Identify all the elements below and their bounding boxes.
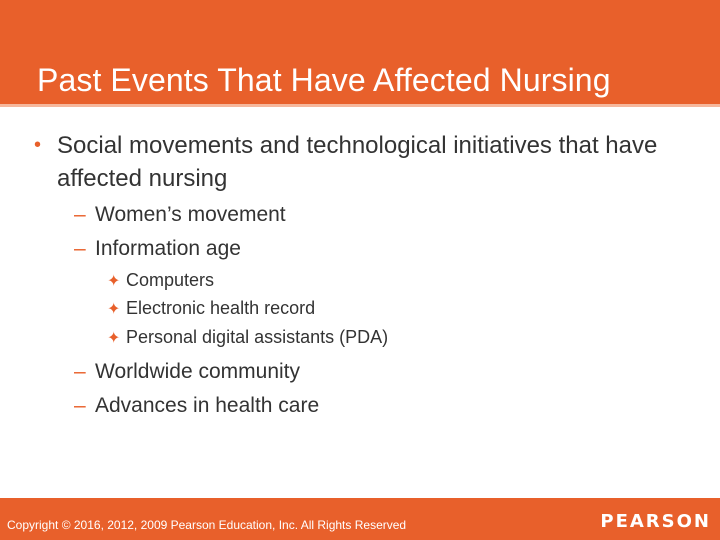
subitem-computers	[107, 269, 214, 293]
list-item-advances-health-care	[74, 393, 319, 419]
list-item-text: Information age	[95, 237, 241, 260]
dash-icon: –	[74, 394, 86, 417]
main-bullet	[34, 129, 674, 195]
bullet-icon: •	[34, 134, 42, 156]
copyright-text: Copyright © 2016, 2012, 2009 Pearson Education, Inc. All Rights Reserved	[7, 518, 407, 532]
subitem-pda	[107, 326, 388, 350]
main-bullet-text: Social movements and technological initiatives that have affected nursing	[57, 132, 658, 192]
four-point-star-icon: ✦	[107, 301, 121, 318]
four-point-star-icon: ✦	[107, 273, 121, 290]
list-item-text: Worldwide community	[95, 360, 301, 383]
list-item-womens-movement	[74, 202, 286, 228]
dash-icon: –	[74, 237, 86, 260]
subitem-text: Electronic health record	[126, 298, 316, 318]
dash-icon: –	[74, 360, 86, 383]
subitem-electronic-health-record	[107, 297, 315, 321]
subitem-text: Personal digital assistants (PDA)	[126, 327, 389, 347]
list-item-information-age	[74, 236, 241, 262]
list-item-worldwide-community	[74, 359, 300, 385]
pearson-logo: PEARSON	[600, 511, 711, 532]
dash-icon: –	[74, 203, 86, 226]
list-item-text: Women’s movement	[95, 203, 286, 226]
subitem-text: Computers	[126, 270, 215, 290]
list-item-text: Advances in health care	[95, 394, 320, 417]
four-point-star-icon: ✦	[107, 330, 121, 347]
slide-title: Past Events That Have Affected Nursing	[37, 62, 611, 98]
